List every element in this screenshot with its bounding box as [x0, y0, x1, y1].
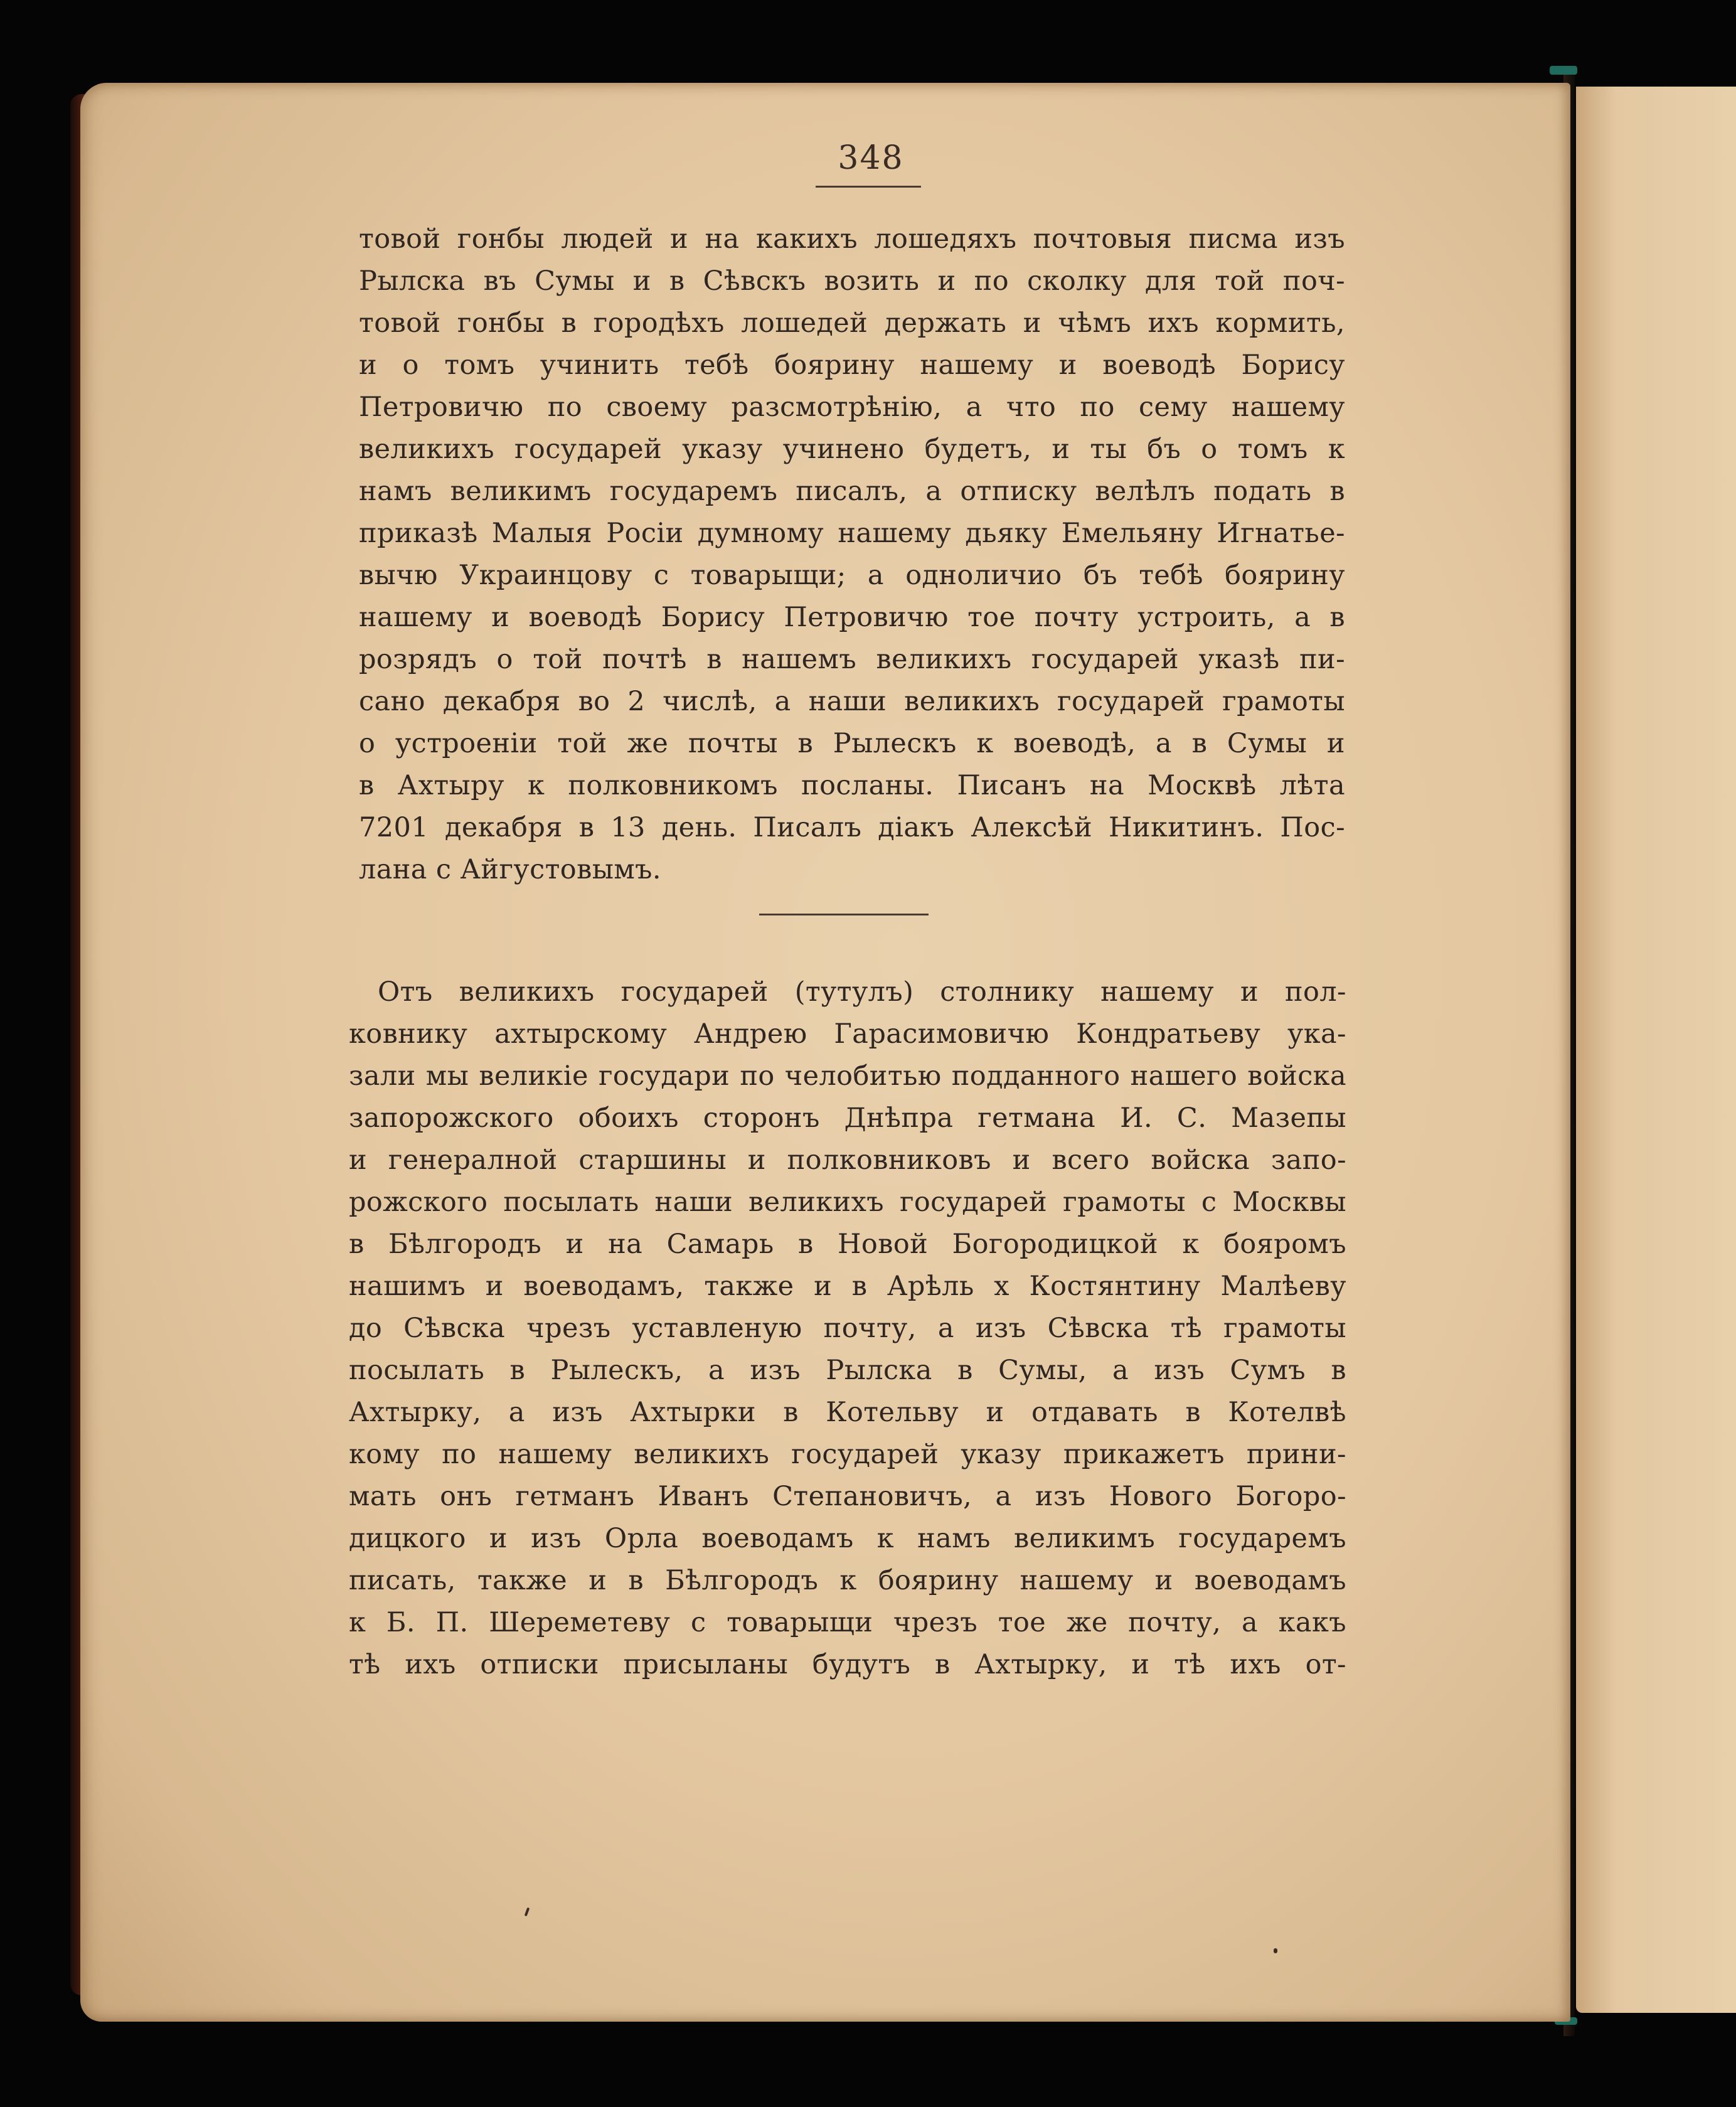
text-line: намъ великимъ государемъ писалъ, а отписку велѣлъ подать в: [359, 476, 1345, 507]
paragraph-2: [349, 971, 1346, 1686]
text-line: тѣ ихъ отписки присыланы будутъ в Ахтырку, и тѣ ихъ от-: [349, 1649, 1346, 1680]
page-number: 348: [838, 139, 904, 177]
text-line: Отъ великихъ государей (тутулъ) столнику нашему и пол-: [378, 976, 1346, 1008]
text-line: нашему и воеводѣ Борису Петровичю тое почту устроить, а в: [359, 602, 1345, 633]
text-line: и о томъ учинить тебѣ боярину нашему и воеводѣ Борису: [359, 349, 1345, 381]
text-line: дицкого и изъ Орла воеводамъ к намъ великимъ государемъ: [349, 1523, 1346, 1554]
ink-speck: [1274, 1948, 1277, 1953]
text-line: к Б. П. Шереметеву с товарыщи чрезъ тое же почту, а какъ: [349, 1607, 1346, 1638]
text-line: Ахтырку, а изъ Ахтырки в Котельву и отдавать в Котелвѣ: [349, 1397, 1346, 1428]
page-number-underline: [816, 186, 921, 188]
text-line: кому по нашему великихъ государей указу прикажетъ прини-: [349, 1439, 1346, 1470]
text-line: в Бѣлгородъ и на Самарь в Новой Богородицкой к бояромъ: [349, 1229, 1346, 1260]
text-line: и генералной старшины и полковниковъ и всего войска запо-: [349, 1144, 1346, 1176]
text-line: мать онъ гетманъ Иванъ Степановичъ, а изъ Нового Богоро-: [349, 1481, 1346, 1512]
text-line: посылать в Рылескъ, а изъ Рылска в Сумы, а изъ Сумъ в: [349, 1355, 1346, 1386]
text-line: запорожского обоихъ сторонъ Днѣпра гетмана И. С. Мазепы: [349, 1102, 1346, 1134]
text-line: 7201 декабря в 13 день. Писалъ діакъ Алексѣй Никитинъ. Пос-: [359, 812, 1345, 843]
text-line: до Сѣвска чрезъ уставленую почту, а изъ Сѣвска тѣ грамоты: [349, 1313, 1346, 1344]
facing-page-edge: [1576, 87, 1736, 2013]
text-line: розрядъ о той почтѣ в нашемъ великихъ государей указѣ пи-: [359, 644, 1345, 675]
text-line: товой гонбы людей и на какихъ лошедяхъ почтовыя писма изъ: [359, 223, 1345, 255]
text-line: нашимъ и воеводамъ, также и в Арѣль х Костянтину Малѣеву: [349, 1271, 1346, 1302]
text-line: зали мы великіе государи по челобитью подданного нашего войска: [349, 1060, 1346, 1092]
text-line: рожского посылать наши великихъ государей грамоты с Москвы: [349, 1187, 1346, 1218]
text-line: великихъ государей указу учинено будетъ, и ты бъ о томъ к: [359, 434, 1345, 465]
text-line: ковнику ахтырскому Андрею Гарасимовичю Кондратьеву ука-: [349, 1018, 1346, 1050]
paragraph-1: [359, 218, 1345, 891]
section-divider: [759, 914, 929, 915]
text-line: сано декабря во 2 числѣ, а наши великихъ государей грамоты: [359, 686, 1345, 717]
text-line: в Ахтыру к полковникомъ посланы. Писанъ на Москвѣ лѣта: [359, 770, 1345, 801]
text-line: о устроеніи той же почты в Рылескъ к воеводѣ, а в Сумы и: [359, 728, 1345, 759]
text-line: Рылска въ Сумы и в Сѣвскъ возить и по сколку для той поч-: [359, 265, 1345, 297]
text-line: приказѣ Малыя Росіи думному нашему дьяку Емельяну Игнатье-: [359, 518, 1345, 549]
text-line: писать, также и в Бѣлгородъ к боярину нашему и воеводамъ: [349, 1565, 1346, 1596]
text-line: Петровичю по своему разсмотрѣнію, а что по сему нашему: [359, 392, 1345, 423]
binding-thread-top: [1550, 66, 1577, 75]
text-line: вычю Украинцову с товарыщи; а одноличио бъ тебѣ боярину: [359, 560, 1345, 591]
text-line: товой гонбы в городѣхъ лошедей держать и чѣмъ ихъ кормить,: [359, 307, 1345, 339]
text-line: лана с Айгустовымъ.: [359, 854, 661, 885]
